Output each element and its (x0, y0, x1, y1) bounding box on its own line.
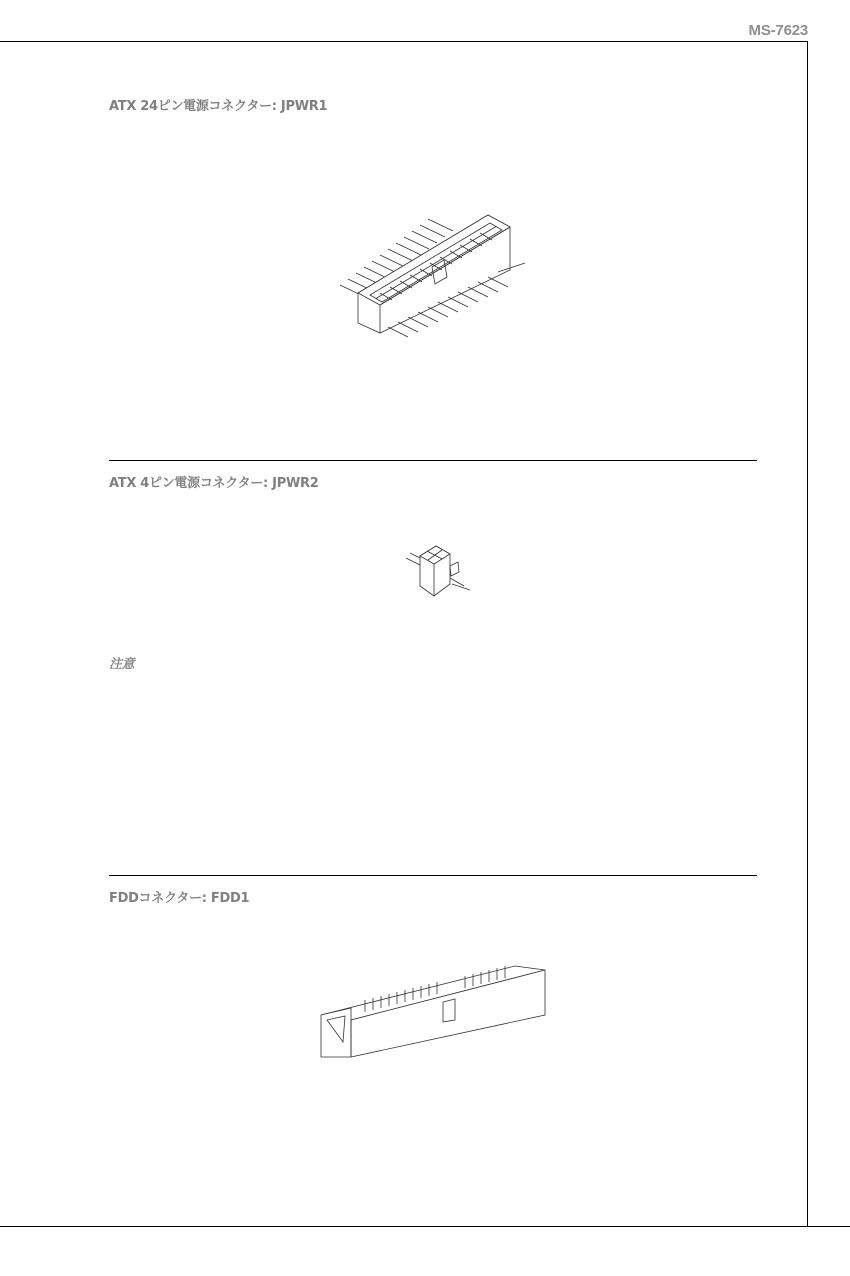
fdd-connector-icon (315, 960, 550, 1060)
section-title-jpwr1: ATX 24ピン電源コネクター: JPWR1 (109, 99, 328, 114)
section-title-fdd1: FDDコネクター: FDD1 (109, 891, 250, 906)
top-rule (0, 41, 808, 42)
section-title-note: 注意 (109, 657, 135, 672)
section-divider-fdd1 (109, 875, 757, 876)
section-title-jpwr2: ATX 4ピン電源コネクター: JPWR2 (109, 476, 319, 491)
model-number: MS-7623 (748, 22, 808, 39)
atx-4pin-power-connector-icon (400, 540, 480, 600)
section-divider-jpwr2 (109, 460, 757, 461)
atx-24pin-power-connector-icon (330, 205, 540, 340)
right-vertical-rule (807, 41, 808, 1226)
bottom-rule (0, 1226, 850, 1227)
